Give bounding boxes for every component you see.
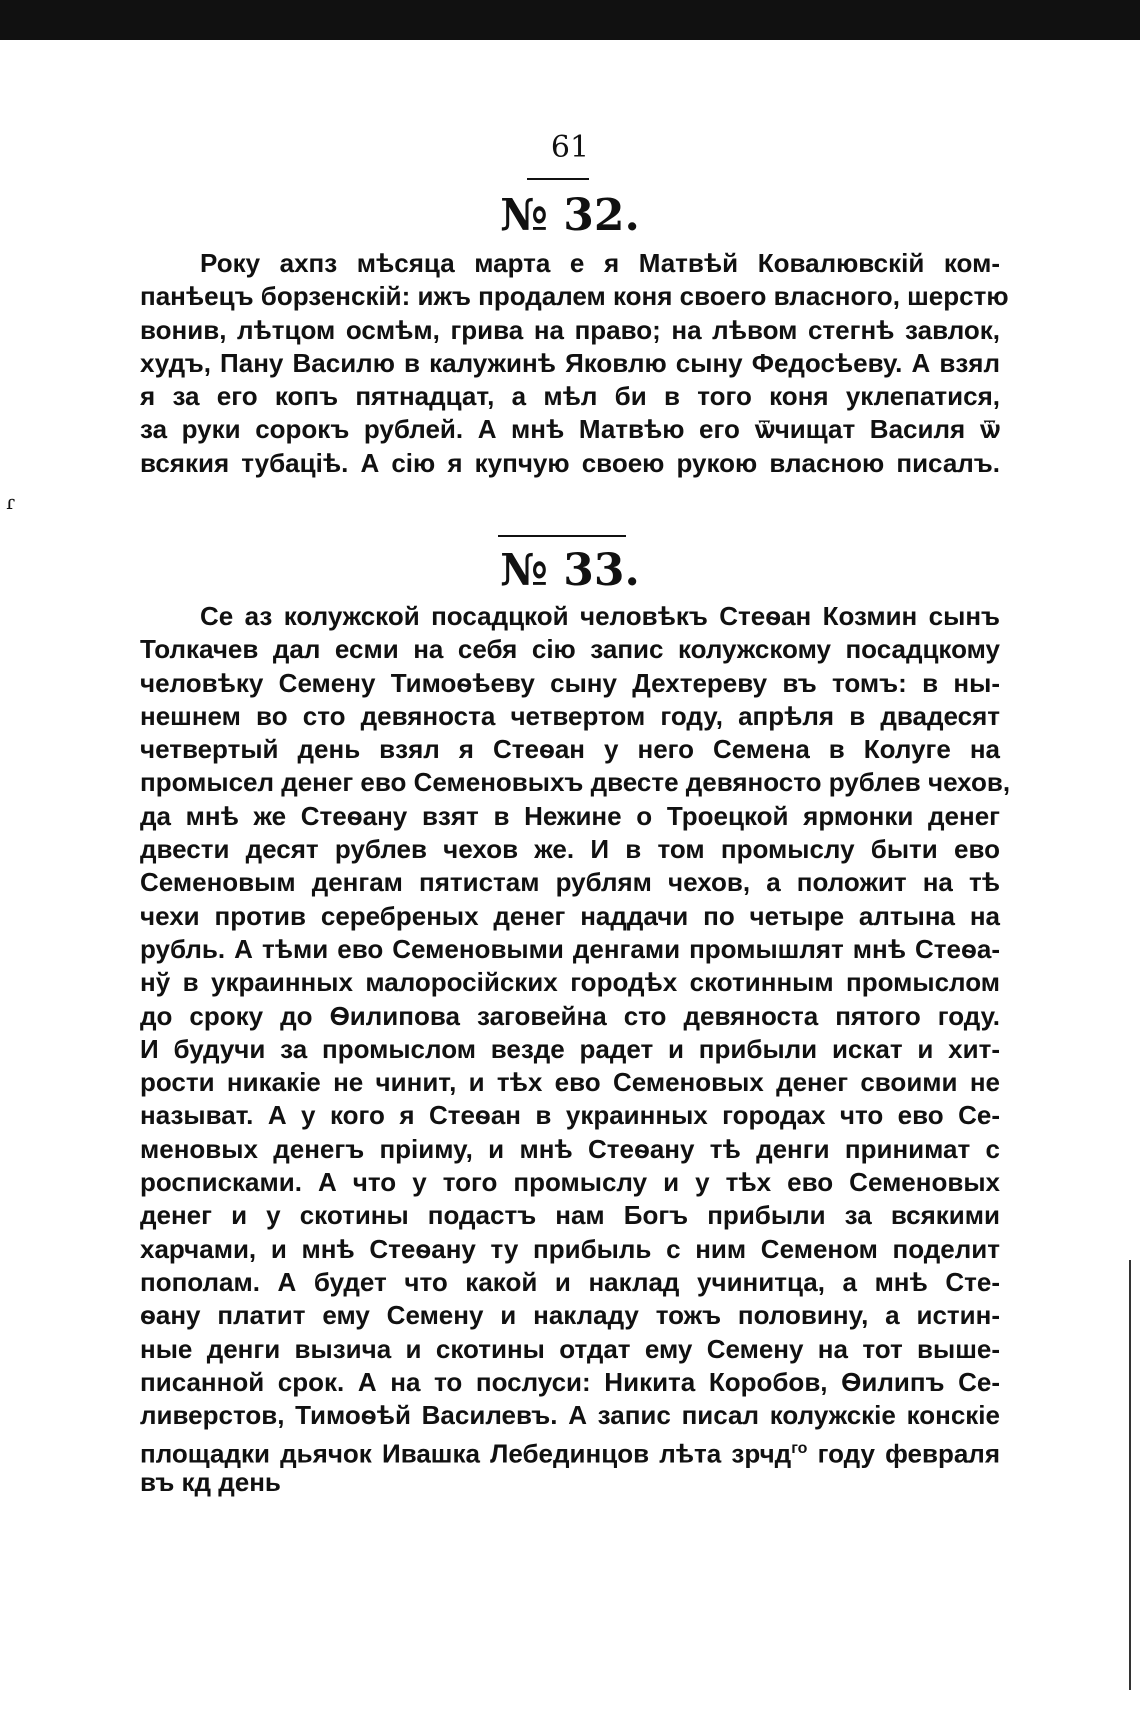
- text-line: меновых денегъ пріиму, и мнѣ Стеѳану тѣ денги принимат с: [140, 1133, 1000, 1164]
- text-line: харчами, и мнѣ Стеѳану ту прибыль с ним Семеном поделит: [140, 1233, 1000, 1264]
- text-line: Толкачев дал есми на себя сію запис колужскому посадцкому: [140, 634, 1000, 665]
- scan-top-border: [0, 0, 1140, 40]
- text-line-part: году февраля: [807, 1439, 1000, 1470]
- text-line-part: площадки дьячок Ивашка Лебединцов лѣта зрчд: [140, 1439, 792, 1470]
- text-line: рости никакіе не чинит, и тѣх ево Семеновых денег своими не: [140, 1067, 1000, 1098]
- text-line: худъ, Пану Василю в калужинѣ Яковлю сыну Федосѣеву. А взял: [140, 347, 1000, 378]
- document-32-heading: № 32.: [500, 190, 640, 241]
- text-line: чехи против серебреных денег наддачи по четыре алтына на: [140, 900, 1000, 931]
- text-line: я за его копъ пятнадцат, а мѣл би в того коня уклепатися,: [140, 381, 1000, 412]
- text-line: нешнем во сто девяноста четвертом году, апрѣля в двадесят: [140, 700, 1000, 731]
- text-line: всякия тубаціѣ. А сію я купчую своею рукою власною писалъ.: [140, 447, 1000, 478]
- text-line: за руки сорокъ рублей. А мнѣ Матвѣю его ѿчищат Василя ѿ: [140, 414, 1000, 445]
- section-divider: [498, 535, 626, 537]
- text-line: ливерстов, Тимоѳѣй Василевъ. А запис писал колужскіе конскіе: [140, 1400, 1000, 1431]
- text-line: да мнѣ же Стеѳану взят в Нежине о Троецкой ярмонки денег: [140, 800, 1000, 831]
- text-line: денег и у скотины подастъ нам Богъ прибыли за всякими: [140, 1200, 1000, 1231]
- text-line: И будучи за промыслом везде радет и прибыли искат и хит-: [140, 1033, 1000, 1064]
- text-line: пополам. А будет что какой и наклад учинитца, а мнѣ Сте-: [140, 1266, 1000, 1297]
- document-32-text: [140, 247, 1009, 480]
- text-line: до сроку до Ѳилипова заговейна сто девяноста пятого году.: [140, 1000, 1000, 1031]
- text-line: промысел денег ево Семеновыхъ двесте девяносто рублев чехов,: [140, 767, 1011, 798]
- text-line: ные денги вызича и скотины отдат ему Семену на тот выше-: [140, 1333, 1000, 1364]
- text-line: рубль. А тѣми ево Семеновыми денгами промышлят мнѣ Стеѳа-: [140, 933, 1000, 964]
- text-line-with-date: [140, 1432, 1000, 1470]
- text-line: Се аз колужской посадцкой человѣкъ Стеѳан Козмин сынъ: [200, 601, 1000, 631]
- text-line: вонив, лѣтцом осмѣм, грива на право; на лѣвом стегнѣ завлок,: [140, 314, 1000, 345]
- text-line: писанной срок. А на то послуси: Никита Коробов, Ѳилипъ Се-: [140, 1366, 1000, 1397]
- text-line-final: въ кд день: [140, 1466, 281, 1497]
- text-line: двести десят рублев чехов же. И в том промыслу быти ево: [140, 834, 1000, 865]
- text-line: Семеновым денгам пятистам рублям чехов, а положит на тѣ: [140, 867, 1000, 898]
- text-line: человѣку Семену Тимоѳѣеву сыну Дехтереву въ томъ: в ны-: [140, 667, 1000, 698]
- text-line: панѣецъ борзенскій: ижъ продалем коня своего власного, шерстю: [140, 281, 1009, 312]
- text-line: четвертый день взял я Стеѳан у него Семена в Колуге на: [140, 734, 1000, 765]
- page-number: 61: [550, 130, 590, 165]
- text-line: ѳану платит ему Семену и накладу тожъ половину, а истин-: [140, 1300, 1000, 1331]
- document-33-heading: № 33.: [500, 545, 640, 596]
- text-line: нў в украинных малоросійских городѣх скотинным промыслом: [140, 967, 1000, 998]
- page-number-rule: [527, 178, 589, 180]
- text-line: росписками. А что у того промыслу и у тѣх ево Семеновых: [140, 1167, 1000, 1198]
- scan-edge-line: [1129, 1260, 1131, 1690]
- stray-mark: ɾ: [6, 490, 16, 514]
- text-line: называт. А у кого я Стеѳан в украинных городах что ево Се-: [140, 1100, 1000, 1131]
- document-33-text: [140, 600, 1011, 1499]
- text-line: Року ахпз мѣсяца марта е я Матвѣй Ковалювскій ком-: [200, 248, 1000, 278]
- superscript-ending: го: [791, 1440, 808, 1458]
